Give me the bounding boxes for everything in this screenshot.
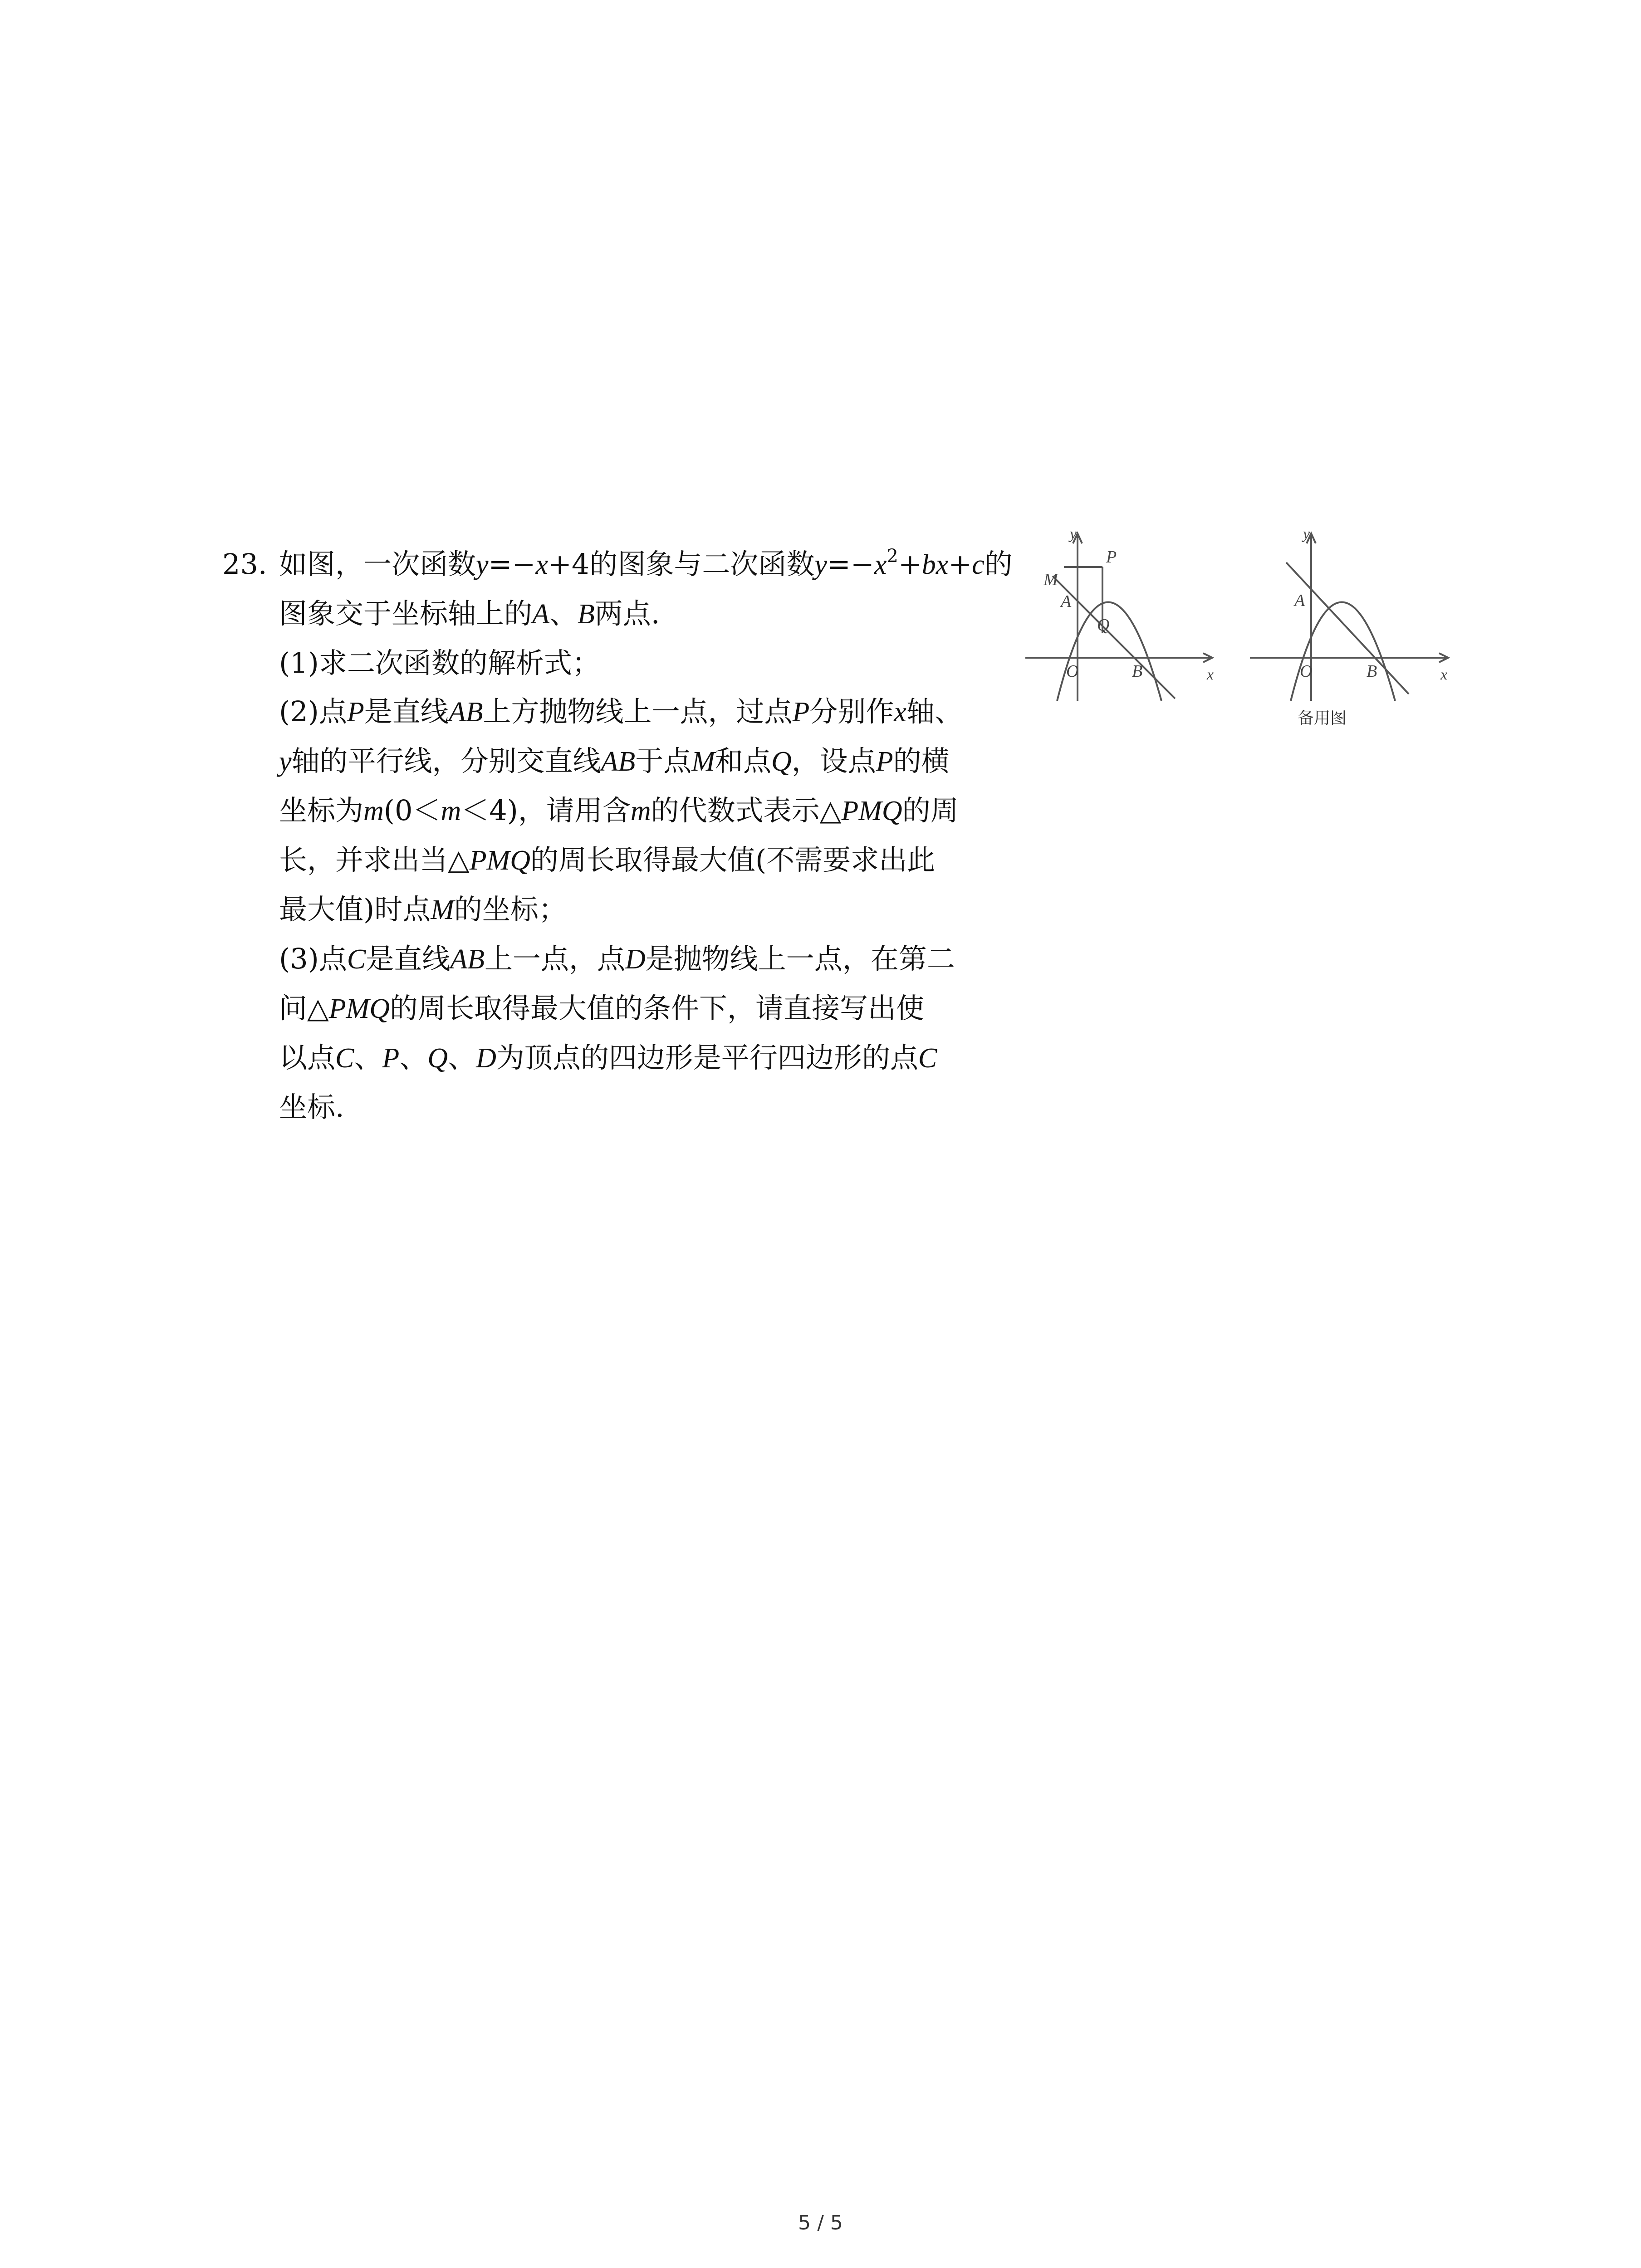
text-segment: 是抛物线上一点，在第二 bbox=[645, 942, 955, 975]
math-variable: x bbox=[535, 549, 548, 580]
text-segment: 的坐标； bbox=[454, 893, 567, 926]
page-number: 5 / 5 bbox=[798, 2211, 843, 2234]
text-segment: 的 bbox=[984, 547, 1013, 581]
text-segment: 坐标. bbox=[279, 1090, 344, 1124]
label-b: B bbox=[1367, 662, 1377, 681]
problem-line bbox=[222, 885, 1016, 934]
math-variable: y bbox=[279, 746, 292, 777]
math-variable: m bbox=[363, 796, 384, 826]
text-segment: (0＜ bbox=[383, 794, 441, 827]
math-variable: y bbox=[814, 549, 827, 580]
math-variable: P bbox=[347, 697, 364, 728]
text-segment: 于点 bbox=[635, 744, 692, 777]
math-variable: Q bbox=[771, 746, 792, 777]
problem-line bbox=[222, 687, 1016, 737]
text-segment: + bbox=[898, 547, 922, 581]
math-variable: x bbox=[874, 549, 887, 580]
math-variable: P bbox=[792, 697, 810, 728]
problem-line bbox=[222, 984, 1016, 1033]
text-segment: =− bbox=[827, 547, 874, 581]
text-segment: 图象交于坐标轴上的 bbox=[279, 597, 533, 630]
text-segment: 的代数式表示△ bbox=[651, 794, 842, 827]
label-p: P bbox=[1106, 547, 1117, 567]
math-variable: PMQ bbox=[469, 845, 530, 876]
text-segment: 长，并求出当△ bbox=[279, 843, 470, 876]
text-segment: 和点 bbox=[715, 744, 771, 777]
text-segment: 的横 bbox=[893, 744, 950, 777]
math-variable: AB bbox=[450, 944, 485, 975]
text-segment: 的周长取得最大值(不需要求出此 bbox=[530, 843, 936, 876]
label-q: Q bbox=[1097, 616, 1110, 635]
math-variable: M bbox=[691, 746, 715, 777]
label-x: x bbox=[1440, 666, 1448, 683]
text-segment: +4的图象与二次函数 bbox=[548, 547, 815, 581]
text-segment: 坐标为 bbox=[279, 794, 364, 827]
text-segment: 、 bbox=[448, 1041, 476, 1074]
text-segment: 的周长取得最大值的条件下，请直接写出使 bbox=[389, 992, 924, 1025]
math-variable: M bbox=[431, 894, 454, 925]
text-segment: 为顶点的四边形是平行四边形的点 bbox=[496, 1041, 918, 1074]
problem-line bbox=[222, 589, 1016, 639]
label-x: x bbox=[1207, 666, 1214, 683]
label-a: A bbox=[1061, 592, 1072, 611]
text-segment: =− bbox=[488, 547, 536, 581]
math-variable: AB bbox=[601, 746, 636, 777]
math-variable: C bbox=[918, 1043, 937, 1074]
text-segment: (3)点 bbox=[279, 942, 347, 975]
label-y: y bbox=[1303, 526, 1310, 543]
text-segment: ，设点 bbox=[791, 744, 876, 777]
text-segment: + bbox=[948, 547, 972, 581]
math-variable: C bbox=[347, 944, 366, 975]
problem-line bbox=[222, 737, 1016, 786]
text-segment: 、 bbox=[354, 1041, 382, 1074]
text-segment: 如图，一次函数 bbox=[279, 547, 476, 581]
label-o: O bbox=[1066, 662, 1079, 681]
math-variable: D bbox=[625, 944, 646, 975]
math-variable: y bbox=[476, 549, 489, 580]
text-segment: 问△ bbox=[279, 992, 329, 1025]
math-variable: m bbox=[441, 796, 461, 826]
label-a: A bbox=[1294, 591, 1305, 610]
text-segment: 、 bbox=[399, 1041, 428, 1074]
math-variable: Q bbox=[427, 1043, 448, 1074]
math-variable: PMQ bbox=[841, 796, 902, 826]
text-segment: 上一点，点 bbox=[484, 942, 625, 975]
figure-graph-main bbox=[1016, 522, 1225, 703]
math-variable: c bbox=[972, 549, 985, 580]
math-variable: B bbox=[577, 599, 595, 630]
label-y: y bbox=[1070, 526, 1077, 543]
math-variable: x bbox=[894, 697, 906, 728]
problem-line bbox=[222, 639, 1016, 687]
text-segment: 的周 bbox=[902, 794, 959, 827]
math-variable: C bbox=[335, 1043, 354, 1074]
math-variable: P bbox=[382, 1043, 400, 1074]
figure-graph-backup bbox=[1248, 522, 1456, 703]
text-segment: 最大值)时点 bbox=[279, 893, 431, 926]
math-variable: D bbox=[476, 1043, 496, 1074]
math-variable: AB bbox=[448, 697, 483, 728]
text-segment: (1)求二次函数的解析式； bbox=[279, 646, 600, 679]
text-segment: 轴的平行线，分别交直线 bbox=[291, 744, 601, 777]
problem-line bbox=[222, 1033, 1016, 1083]
math-variable: PMQ bbox=[328, 993, 390, 1024]
math-variable: P bbox=[876, 746, 893, 777]
math-variable: A bbox=[532, 599, 549, 630]
text-segment: ＜4)，请用含 bbox=[461, 794, 631, 827]
text-segment: 两点. bbox=[594, 597, 660, 630]
label-o: O bbox=[1300, 662, 1313, 681]
math-variable: bx bbox=[921, 549, 949, 580]
problem-23 bbox=[222, 540, 1016, 1131]
label-m: M bbox=[1043, 570, 1058, 589]
figure-caption: 备用图 bbox=[1298, 709, 1347, 728]
math-superscript: 2 bbox=[887, 546, 898, 567]
text-segment: 以点 bbox=[279, 1041, 336, 1074]
math-variable: m bbox=[630, 796, 651, 826]
text-segment: 分别作 bbox=[809, 695, 894, 728]
label-b: B bbox=[1132, 662, 1143, 681]
text-segment: 是直线 bbox=[364, 695, 449, 728]
problem-line bbox=[222, 1083, 1016, 1131]
problem-line bbox=[222, 934, 1016, 984]
problem-line bbox=[222, 836, 1016, 885]
text-segment: 、 bbox=[549, 597, 578, 630]
text-segment: 轴、 bbox=[906, 695, 963, 728]
text-segment: 是直线 bbox=[366, 942, 451, 975]
problem-line bbox=[222, 540, 1016, 589]
question-number: 23. bbox=[222, 547, 267, 581]
problem-line bbox=[222, 786, 1016, 836]
parabola bbox=[1291, 602, 1395, 701]
text-segment: 上方抛物线上一点，过点 bbox=[483, 695, 793, 728]
text-segment: (2)点 bbox=[279, 695, 347, 728]
